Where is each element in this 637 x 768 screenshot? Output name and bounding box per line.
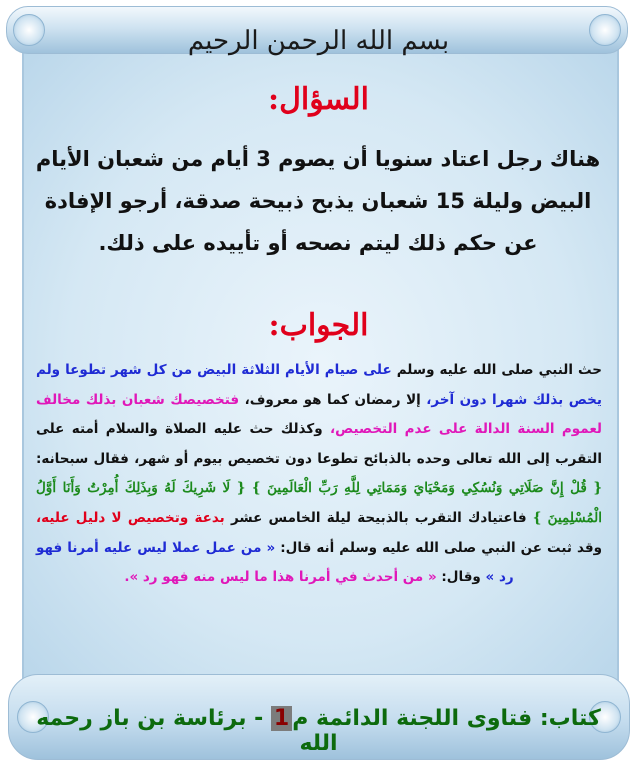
answer-part: فاعتيادك التقرب بالذبيحة ليلة الخامس عشر: [230, 509, 527, 526]
quran-verse: { قُلْ إِنَّ صَلَاتِي وَنُسُكِي وَمَحْيَايَ وَمَمَاتِي لِلَّهِ رَبِّ الْعَالَمِينَ } { لَا شَرِيكَ لَهُ وَبِذَلِكَ أُمِرْتُ وَأَنَا أَوَّلُ الْمُسْلِمِينَ }: [36, 480, 603, 526]
answer-highlight: على صيام الأيام الثلاثة البيض من كل شهر تطوعا ولم يخص بذلك شهرا دون آخر،: [36, 362, 602, 408]
volume-number: 1: [271, 706, 292, 731]
answer-part: حث النبي صلى الله عليه وسلم: [396, 362, 603, 378]
source-suffix: - برئاسة بن باز رحمه الله: [36, 706, 338, 756]
hadith-quote: « من أحدث في أمرنا هذا ما ليس منه فهو رد ».: [124, 569, 437, 586]
source-citation: [28, 706, 609, 756]
answer-heading: الجواب:: [268, 308, 369, 343]
answer-highlight: فتخصيصك شعبان بذلك مخالف لعموم السنة الدالة على عدم التخصيص،: [36, 391, 603, 438]
answer-text: [36, 356, 602, 593]
answer-part: وقال:: [441, 569, 481, 586]
answer-part: إلا رمضان كما هو معروف،: [244, 391, 421, 408]
answer-part: وقد ثبت عن النبي صلى الله عليه وسلم أنه قال:: [280, 539, 603, 556]
hadith-quote: « من عمل عملا ليس عليه أمرنا فهو رد »: [36, 539, 514, 586]
answer-part: وكذلك حث عليه الصلاة والسلام أمته على التقرب إلى الله تعالى وحده بالذبائح تطوعا دون تخصيص بيوم أو شهر، فقال سبحانه:: [36, 421, 602, 467]
question-text: هناك رجل اعتاد سنويا أن يصوم 3 أيام من شعبان الأيام البيض وليلة 15 شعبان يذبح ذبيحة صدقة، أرجو الإفادة عن حكم ذلك ليتم نصحه أو تأييده على ذلك.: [35, 147, 601, 255]
fatwa-content: [28, 0, 609, 768]
basmala: بسم الله الرحمن الرحيم: [187, 26, 450, 56]
source-prefix: كتاب: فتاوى اللجنة الدائمة م: [292, 706, 601, 731]
question-heading: السؤال:: [268, 82, 369, 117]
answer-highlight: بدعة وتخصيص لا دليل عليه،: [36, 509, 225, 526]
